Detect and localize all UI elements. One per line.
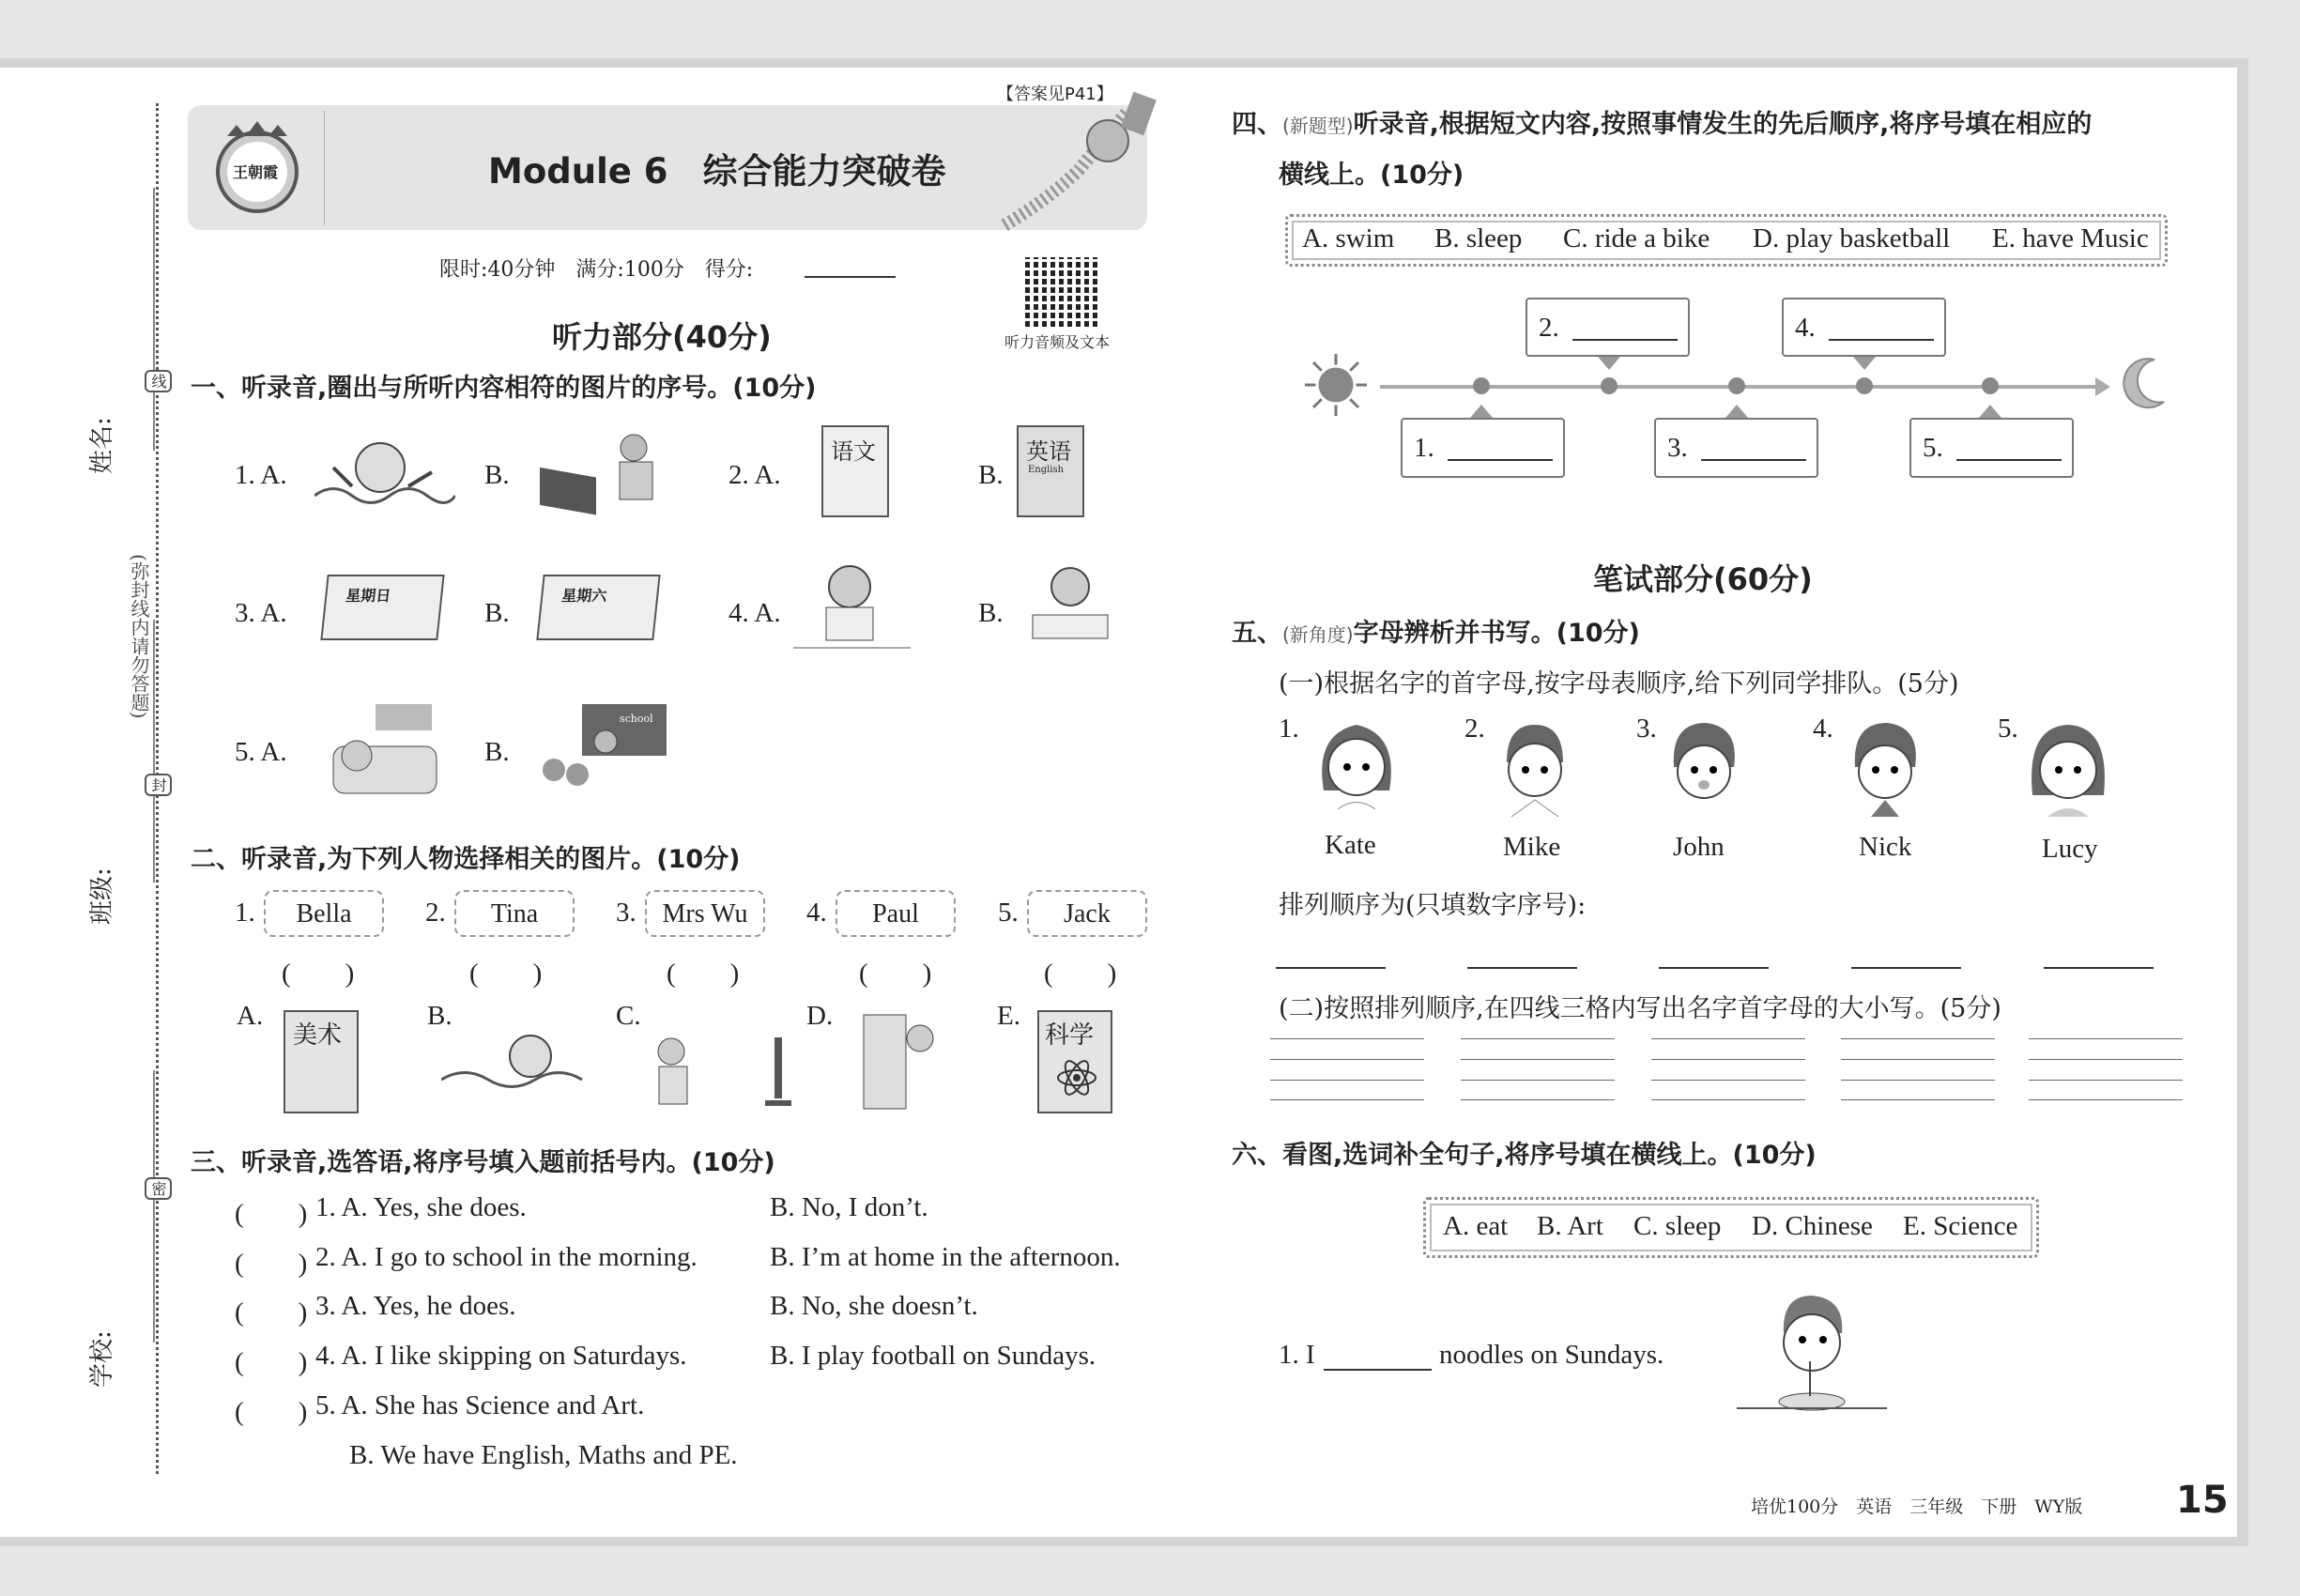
name-box-mrs-wu: Mrs Wu (645, 890, 765, 937)
slot-box-3[interactable] (1654, 418, 1818, 478)
english-book-subtext: English (1028, 465, 1065, 475)
option-a: 2. A. I go to school in the morning. (315, 1242, 698, 1272)
answer-paren[interactable]: ( ) (235, 1249, 308, 1279)
sun-icon (1303, 352, 1369, 422)
writing-section-title: 笔试部分(60分) (1593, 561, 1813, 597)
school-teacher-picture (526, 699, 671, 803)
timeline-dot (1982, 377, 1999, 394)
s4-option-b: B. sleep (1434, 223, 1523, 253)
page-number: 15 (2176, 1479, 2229, 1522)
s4-title-line2: 横线上。(10分) (1279, 161, 1464, 190)
answer-paren[interactable]: ( ) (235, 1397, 308, 1427)
kid-num: 1. (1279, 714, 1299, 744)
kid-name: Kate (1325, 830, 1376, 860)
kid-num: 5. (1998, 714, 2018, 744)
four-line-grid-2[interactable] (1461, 1038, 1615, 1100)
english-book-picture (1017, 425, 1084, 517)
slot-label: 1. (1414, 433, 1434, 463)
reading-boy-picture (793, 559, 911, 661)
four-line-grid-3[interactable] (1651, 1038, 1805, 1100)
slot-label: 3. (1667, 433, 1688, 463)
option-b: B. No, she doesn’t. (770, 1291, 978, 1321)
answer-paren-1[interactable]: ( ) (282, 959, 355, 989)
answer-paren[interactable]: ( ) (235, 1347, 308, 1377)
option-b: B. We have English, Maths and PE. (349, 1440, 738, 1470)
q4a-label: 4. A. (728, 598, 781, 628)
kid-num: 4. (1813, 714, 1833, 744)
order-blank-4[interactable] (1851, 967, 1961, 969)
s4-tag: (新题型) (1282, 115, 1354, 137)
option-a: 4. A. I like skipping on Saturdays. (315, 1341, 687, 1371)
s6-q1-blank[interactable] (1324, 1369, 1432, 1371)
sleeping-girl-picture (324, 699, 441, 802)
s4-option-a: A. swim (1302, 223, 1395, 253)
order-label: 排列顺序为(只填数字序号): (1279, 891, 1587, 920)
s2-num-1: 1. (235, 898, 255, 928)
school-board-text: school (620, 713, 653, 725)
slot-box-5[interactable] (1909, 418, 2074, 478)
s5-title (1232, 612, 1640, 649)
logo-text: 王朝霞 (233, 163, 279, 181)
option-a: 3. A. Yes, he does. (315, 1291, 516, 1321)
name-box-jack: Jack (1027, 890, 1147, 937)
qr-caption: 听力音频及文本 (1004, 333, 1111, 351)
option-b: B. No, I don’t. (770, 1192, 928, 1222)
lucy-portrait (2021, 715, 2115, 819)
s4-option-c: C. ride a bike (1563, 223, 1710, 253)
s4-text: 听录音,根据短文内容,按照事情发生的先后顺序,将序号填在相应的 (1353, 110, 2093, 139)
science-book-text: 科学 (1045, 1021, 1095, 1050)
s5-num: 五、 (1232, 619, 1282, 648)
order-blank-3[interactable] (1659, 967, 1769, 969)
slot-label: 2. (1539, 313, 1559, 343)
answer-paren-5[interactable]: ( ) (1044, 959, 1117, 989)
s2-num-5: 5. (998, 898, 1019, 928)
s2-num-4: 4. (806, 898, 827, 928)
exam-limits: 限时:40分钟 满分:100分 得分: (439, 258, 754, 282)
boy-watching-tv-picture (648, 1033, 798, 1116)
art-book-text: 美术 (293, 1021, 343, 1050)
order-blank-1[interactable] (1276, 967, 1386, 969)
answer-paren[interactable]: ( ) (235, 1199, 308, 1229)
pointer-down (1853, 357, 1876, 370)
slot-blank[interactable] (1956, 459, 2062, 461)
publisher-logo (208, 117, 307, 221)
name-box-bella: Bella (264, 890, 384, 937)
slot-box-4[interactable] (1782, 298, 1946, 357)
answer-paren-4[interactable]: ( ) (859, 959, 932, 989)
four-line-grid-1[interactable] (1270, 1038, 1424, 1100)
slot-label: 4. (1795, 313, 1816, 343)
four-line-grid-4[interactable] (1841, 1038, 1995, 1100)
s2-num-2: 2. (425, 898, 446, 928)
moon-icon (2117, 355, 2170, 415)
q2b-label: B. (978, 460, 1004, 490)
arrow-head-icon (2095, 377, 2110, 396)
boy-eating-noodles-picture (1737, 1291, 1887, 1422)
sunday-calendar-picture (320, 575, 444, 640)
order-blank-5[interactable] (2044, 967, 2154, 969)
saturday-calendar-text: 星期六 (560, 587, 608, 605)
s1-title: 一、听录音,圈出与所听内容相符的图片的序号。(10分) (191, 374, 817, 403)
answer-paren[interactable]: ( ) (235, 1297, 308, 1327)
school-label: 学校: (88, 1330, 116, 1388)
qr-code[interactable] (1025, 257, 1098, 327)
name-line (153, 188, 155, 451)
s2-pic-label-c: C. (616, 1001, 641, 1031)
seal-mark-secret: 密 (145, 1177, 172, 1200)
kid-name: Nick (1859, 832, 1912, 862)
s2-pic-label-d: D. (806, 1001, 834, 1031)
s2-num-3: 3. (616, 898, 636, 928)
pointer-down (1598, 357, 1620, 370)
chinese-book-picture (821, 425, 889, 517)
rocket-mascot-illustration (995, 84, 1164, 235)
swimming-boy-picture (314, 430, 455, 518)
s5-text: 字母辨析并书写。(10分) (1353, 619, 1640, 648)
slot-label: 5. (1923, 433, 1943, 463)
seal-note: (弥封线内请勿答题) (128, 554, 150, 719)
s6-option-d: D. Chinese (1752, 1211, 1873, 1241)
s6-title: 六、看图,选词补全句子,将序号填在横线上。(10分) (1232, 1141, 1817, 1170)
q5a-label: 5. A. (235, 737, 287, 767)
option-a: 5. A. She has Science and Art. (315, 1390, 645, 1420)
timeline-dot (1856, 377, 1873, 394)
s2-pic-label-e: E. (997, 1001, 1020, 1031)
swimmer-picture (441, 1023, 596, 1102)
score-field[interactable] (805, 276, 896, 278)
girl-in-library-picture (859, 1010, 939, 1117)
slot-box-1[interactable] (1401, 418, 1565, 478)
name-label: 姓名: (88, 417, 116, 474)
chinese-book-text: 语文 (831, 438, 876, 465)
order-blank-2[interactable] (1467, 967, 1577, 969)
art-book-picture (284, 1010, 359, 1113)
s6-option-e: E. Science (1903, 1211, 2018, 1241)
saturday-calendar-picture (536, 575, 660, 640)
s6-option-c: C. sleep (1633, 1211, 1722, 1241)
s2-pic-label-a: A. (237, 1001, 264, 1031)
s2-title: 二、听录音,为下列人物选择相关的图片。(10分) (191, 845, 741, 874)
tv-watching-picture (535, 424, 671, 522)
q1a-label: 1. A. (235, 460, 287, 490)
class-line (153, 620, 155, 882)
four-line-grid-5[interactable] (2029, 1038, 2183, 1100)
slot-blank[interactable] (1448, 459, 1553, 461)
timeline-dot (1473, 377, 1490, 394)
school-line (153, 1070, 155, 1343)
mike-portrait (1488, 715, 1582, 819)
answer-reference: 【答案见P41】 (997, 84, 1113, 104)
kid-num: 2. (1464, 714, 1485, 744)
q2a-label: 2. A. (728, 460, 781, 490)
slot-blank[interactable] (1829, 339, 1934, 341)
listening-section-title: 听力部分(40分) (552, 319, 772, 355)
s4-title (1232, 103, 2092, 140)
s5-part2: (二)按照排列顺序,在四线三格内写出名字首字母的大小写。(5分) (1279, 994, 2001, 1023)
q3b-label: B. (484, 598, 510, 628)
pointer-up (1470, 405, 1493, 418)
kate-portrait (1310, 715, 1403, 819)
slot-blank[interactable] (1572, 339, 1678, 341)
s4-num: 四、 (1232, 110, 1282, 139)
name-box-tina: Tina (454, 890, 575, 937)
s6-option-b: B. Art (1537, 1211, 1603, 1241)
answer-paren-3[interactable]: ( ) (667, 959, 740, 989)
atom-icon (1056, 1057, 1097, 1098)
timeline-dot (1601, 377, 1618, 394)
girl-at-desk-picture (1014, 559, 1122, 656)
seal-mark-seal: 封 (145, 774, 172, 796)
answer-paren-2[interactable]: ( ) (469, 959, 543, 989)
page-title: Module 6 综合能力突破卷 (488, 151, 946, 192)
s4-option-d: D. play basketball (1753, 223, 1951, 253)
john-portrait (1657, 715, 1751, 819)
slot-box-2[interactable] (1526, 298, 1690, 357)
pointer-up (1979, 405, 2001, 418)
s5-part1: (一)根据名字的首字母,按字母表顺序,给下列同学排队。(5分) (1279, 669, 1959, 698)
s6-q1-suffix: noodles on Sundays. (1439, 1340, 1664, 1370)
timeline-dot (1728, 377, 1745, 394)
footer-series: 培优100分 英语 三年级 下册 WY版 (1751, 1496, 2083, 1517)
q5b-label: B. (484, 737, 510, 767)
science-book-picture (1037, 1010, 1112, 1113)
logo-divider (324, 111, 325, 225)
s5-tag: (新角度) (1282, 623, 1354, 646)
class-label: 班级: (88, 867, 116, 925)
kid-name: John (1673, 832, 1725, 862)
kid-num: 3. (1636, 714, 1657, 744)
kid-name: Lucy (2042, 834, 2098, 864)
pointer-up (1725, 405, 1748, 418)
q1b-label: B. (484, 460, 510, 490)
q3a-label: 3. A. (235, 598, 287, 628)
s2-pic-label-b: B. (427, 1001, 452, 1031)
q4b-label: B. (978, 598, 1004, 628)
s6-option-a: A. eat (1443, 1211, 1509, 1241)
option-b: B. I’m at home in the afternoon. (770, 1242, 1121, 1272)
english-book-text: 英语 (1026, 438, 1071, 465)
nick-portrait (1838, 715, 1932, 819)
seal-mark-line: 线 (145, 370, 172, 392)
slot-blank[interactable] (1701, 459, 1806, 461)
s6-q1-prefix: 1. I (1279, 1340, 1315, 1370)
sunday-calendar-text: 星期日 (345, 587, 392, 605)
name-box-paul: Paul (836, 890, 956, 937)
option-a: 1. A. Yes, she does. (315, 1192, 527, 1222)
kid-name: Mike (1503, 832, 1561, 862)
s3-title: 三、听录音,选答语,将序号填入题前括号内。(10分) (191, 1148, 775, 1177)
option-b: B. I play football on Sundays. (770, 1341, 1096, 1371)
s4-option-e: E. have Music (1992, 223, 2149, 253)
